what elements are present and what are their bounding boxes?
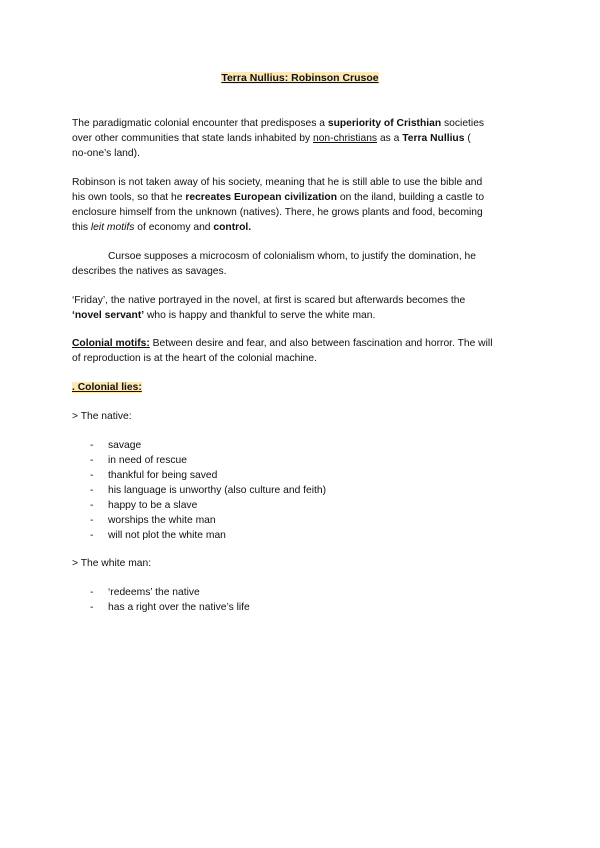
bullet-dash: -	[90, 500, 94, 511]
bullet-dash: -	[90, 470, 94, 481]
paragraph-5-line-2: of reproduction is at the heart of the colonial machine.	[72, 353, 317, 364]
bullet-dash: -	[90, 515, 94, 526]
bullet-dash: -	[90, 587, 94, 598]
paragraph-4-line-2: ‘novel servant’ who is happy and thankful to serve the white man.	[72, 310, 376, 321]
document-title: Terra Nullius: Robinson Crusoe	[221, 72, 379, 84]
paragraph-5-line-1: Colonial motifs: Between desire and fear, and also between fascination and horror. The will	[72, 338, 493, 349]
bullet-dash: -	[90, 530, 94, 541]
list-item: ‘redeems’ the native	[108, 587, 200, 598]
bullet-dash: -	[90, 440, 94, 451]
list-item: savage	[108, 440, 142, 451]
paragraph-3-line-2: describes the natives as savages.	[72, 266, 227, 277]
list-item: thankful for being saved	[108, 470, 218, 481]
paragraph-2-line-2: his own tools, so that he recreates European civilization on the iland, building a castle to	[72, 192, 485, 203]
paragraph-1-line-2: over other communities that state lands inhabited by non-christians as a Terra Nullius (	[72, 133, 471, 144]
bullet-dash: -	[90, 455, 94, 466]
list-item: happy to be a slave	[108, 500, 198, 511]
list-item: worships the white man	[108, 515, 216, 526]
bullet-dash: -	[90, 485, 94, 496]
paragraph-4-line-1: ‘Friday’, the native portrayed in the novel, at first is scared but afterwards becomes the	[72, 295, 466, 306]
list-item: will not plot the white man	[108, 530, 226, 541]
list-item: has a right over the native’s life	[108, 602, 250, 613]
paragraph-2-line-4: this leit motifs of economy and control.	[72, 222, 252, 233]
paragraph-2-line-3: enclosure himself from the unknown (natives). There, he grows plants and food, becoming	[72, 207, 483, 218]
list-item: his language is unworthy (also culture and feith)	[108, 485, 327, 496]
paragraph-3-line-1: Cursoe supposes a microcosm of colonialism whom, to justify the domination, he	[108, 251, 476, 262]
bullet-dash: -	[90, 602, 94, 613]
colonial-lies-heading: . Colonial lies:	[72, 382, 142, 393]
paragraph-2-line-1: Robinson is not taken away of his society, meaning that he is still able to use the bible and	[72, 177, 483, 188]
paragraph-1-line-1: The paradigmatic colonial encounter that predisposes a superiority of Cristhian societies	[72, 118, 485, 129]
paragraph-1-line-3: no-one’s land).	[72, 148, 140, 159]
white-man-heading: > The white man:	[72, 558, 152, 569]
native-heading: > The native:	[72, 411, 132, 422]
list-item: in need of rescue	[108, 455, 187, 466]
